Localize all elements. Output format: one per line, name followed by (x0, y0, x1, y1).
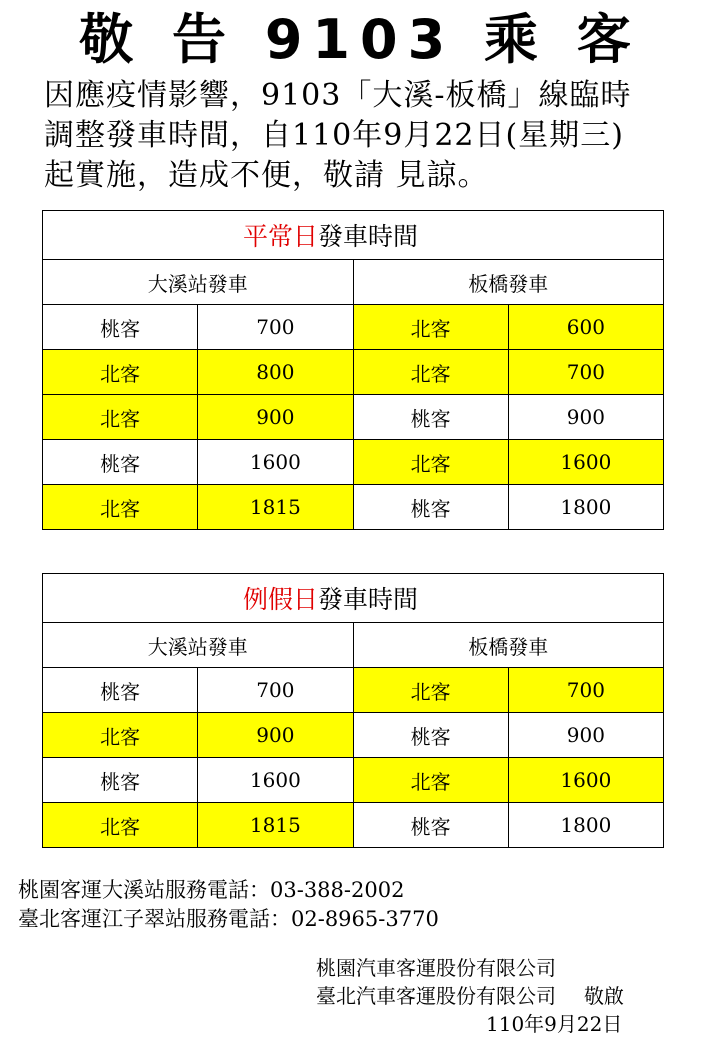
operator-cell: 北客 (353, 350, 508, 395)
notice-line: 因應疫情影響，9103「大溪-板橋」線臨時 (44, 78, 632, 113)
table-row (43, 668, 664, 713)
departure-time-cell: 600 (508, 305, 663, 350)
operator-cell: 桃客 (353, 713, 508, 758)
operator-cell: 北客 (353, 668, 508, 713)
departure-time-cell: 1800 (508, 803, 663, 848)
weekday-table-title (43, 211, 664, 260)
notice-line: 起實施，造成不便，敬請 見諒。 (44, 158, 489, 193)
operator-cell: 桃客 (43, 305, 198, 350)
weekday-title-highlight: 平常日 (243, 222, 319, 251)
table-row (43, 350, 664, 395)
operator-cell: 北客 (353, 440, 508, 485)
weekday-rows (43, 305, 664, 530)
signature-block (316, 954, 624, 1038)
operator-cell: 桃客 (43, 668, 198, 713)
holiday-col-daxi: 大溪站發車 (43, 623, 354, 668)
weekday-col-daxi: 大溪站發車 (43, 260, 354, 305)
operator-cell: 北客 (43, 713, 198, 758)
holiday-schedule-table (42, 573, 664, 848)
operator-cell: 北客 (353, 758, 508, 803)
departure-time-cell: 700 (508, 350, 663, 395)
company-taipei-line (316, 982, 624, 1010)
holiday-col-banqiao: 板橋發車 (353, 623, 664, 668)
operator-cell: 北客 (43, 350, 198, 395)
table-row (43, 395, 664, 440)
operator-cell: 桃客 (43, 758, 198, 803)
operator-cell: 北客 (43, 395, 198, 440)
table-row (43, 485, 664, 530)
operator-cell: 北客 (353, 305, 508, 350)
departure-time-cell: 1815 (198, 485, 353, 530)
operator-cell: 北客 (43, 485, 198, 530)
weekday-schedule-table (42, 210, 664, 530)
weekday-title-rest: 發車時間 (318, 222, 419, 251)
departure-time-cell: 700 (198, 668, 353, 713)
company-taoyuan: 桃園汽車客運股份有限公司 (316, 956, 556, 980)
service-phone-taipei: 臺北客運江子翠站服務電話：02-8965-3770 (18, 907, 439, 931)
departure-time-cell: 900 (198, 395, 353, 440)
departure-time-cell: 700 (508, 668, 663, 713)
departure-time-cell: 1800 (508, 485, 663, 530)
departure-time-cell: 1600 (508, 440, 663, 485)
table-row (43, 758, 664, 803)
operator-cell: 桃客 (353, 485, 508, 530)
departure-time-cell: 700 (198, 305, 353, 350)
departure-time-cell: 1600 (508, 758, 663, 803)
table-row (43, 305, 664, 350)
operator-cell: 桃客 (43, 440, 198, 485)
departure-time-cell: 800 (198, 350, 353, 395)
company-taipei: 臺北汽車客運股份有限公司 (316, 984, 556, 1008)
departure-time-cell: 900 (198, 713, 353, 758)
holiday-table-title (43, 574, 664, 623)
holiday-title-rest: 發車時間 (318, 585, 419, 614)
departure-time-cell: 1815 (198, 803, 353, 848)
operator-cell: 桃客 (353, 803, 508, 848)
departure-time-cell: 1600 (198, 440, 353, 485)
respectfully: 敬啟 (584, 984, 624, 1008)
holiday-title-highlight: 例假日 (243, 585, 319, 614)
notice-line: 調整發車時間，自110年9月22日(星期三) (44, 118, 624, 153)
notice-date: 110年9月22日 (486, 1012, 623, 1036)
operator-cell: 桃客 (353, 395, 508, 440)
notice-title: 敬 告 9103 乘 客 (79, 8, 641, 71)
departure-time-cell: 1600 (198, 758, 353, 803)
service-phones (18, 876, 439, 934)
table-row (43, 803, 664, 848)
table-row (43, 440, 664, 485)
departure-time-cell: 900 (508, 395, 663, 440)
operator-cell: 北客 (43, 803, 198, 848)
weekday-col-banqiao: 板橋發車 (353, 260, 664, 305)
departure-time-cell: 900 (508, 713, 663, 758)
holiday-rows (43, 668, 664, 848)
table-row (43, 713, 664, 758)
notice-body (44, 76, 714, 196)
service-phone-taoyuan: 桃園客運大溪站服務電話：03-388-2002 (18, 878, 405, 902)
